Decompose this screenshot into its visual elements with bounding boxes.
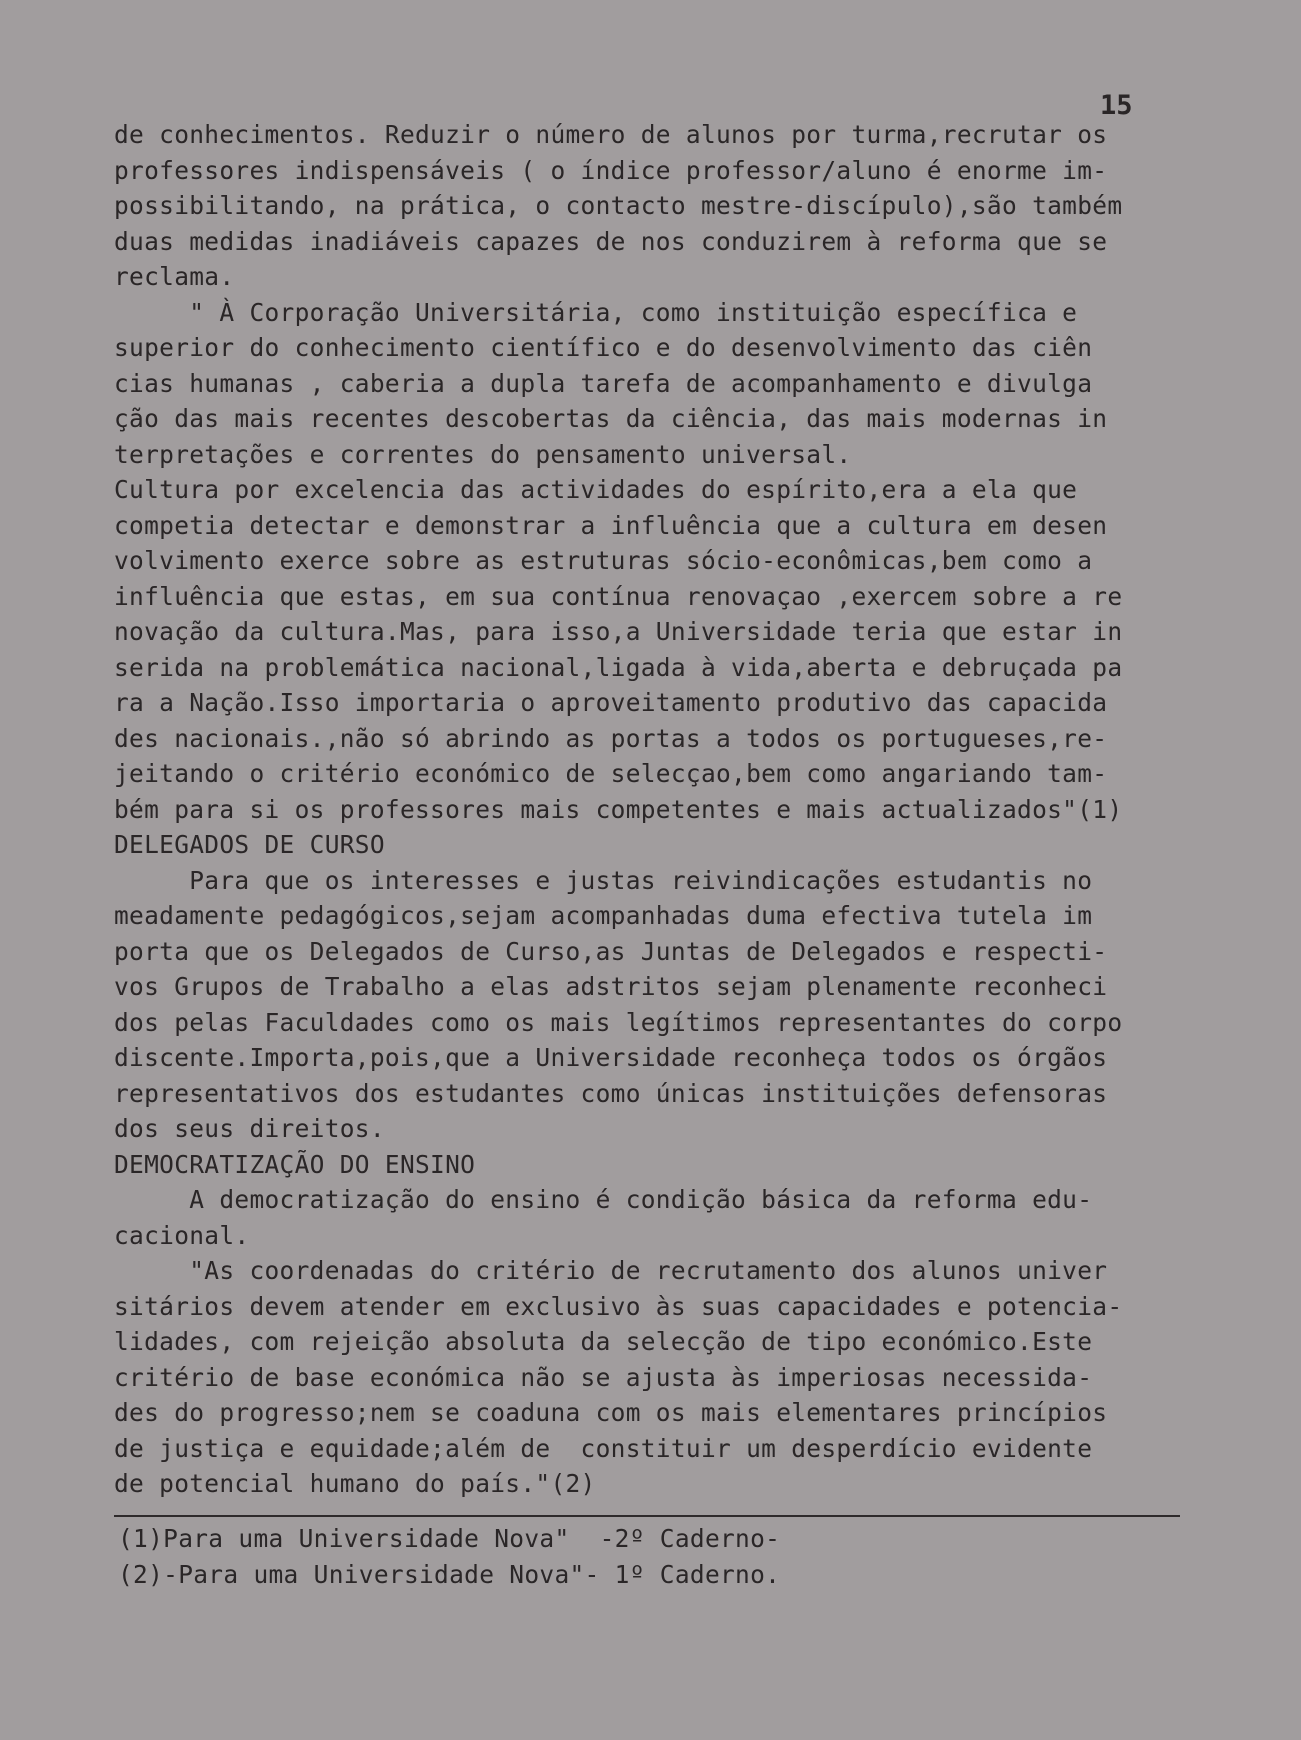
- text-line: lidades, com rejeição absoluta da selecção de tipo económico.Este: [114, 1327, 1093, 1356]
- text-line: superior do conhecimento científico e do desenvolvimento das ciên: [114, 333, 1093, 362]
- text-line: dos seus direitos.: [114, 1114, 385, 1143]
- section-heading: DELEGADOS DE CURSO: [114, 830, 385, 859]
- text-line: des do progresso;nem se coaduna com os mais elementares princípios: [114, 1398, 1108, 1427]
- text-line: jeitando o critério económico de selecçao,bem como angariando tam-: [114, 759, 1108, 788]
- text-line: cias humanas , caberia a dupla tarefa de acompanhamento e divulga: [114, 368, 1093, 398]
- text-line: de conhecimentos. Reduzir o número de alunos por turma,recrutar os: [114, 120, 1108, 149]
- text-line: critério de base económica não se ajusta às imperiosas necessida-: [114, 1362, 1093, 1392]
- text-line: " À Corporação Universitária, como instituição específica e: [114, 297, 1078, 327]
- text-line: vos Grupos de Trabalho a elas adstritos sejam plenamente reconheci: [114, 972, 1108, 1001]
- body-text: [114, 120, 1123, 1498]
- text-line: discente.Importa,pois,que a Universidade reconheça todos os órgãos: [114, 1043, 1108, 1072]
- footnote: (1)Para uma Universidade Nova" -2º Caderno-: [118, 1524, 781, 1553]
- section-heading: DEMOCRATIZAÇÃO DO ENSINO: [114, 1149, 476, 1179]
- text-line: competia detectar e demonstrar a influência que a cultura em desen: [114, 510, 1108, 540]
- text-line: volvimento exerce sobre as estruturas sócio-econômicas,bem como a: [114, 546, 1093, 575]
- text-line: reclama.: [114, 262, 235, 291]
- text-line: bém para si os professores mais competentes e mais actualizados"(1): [114, 794, 1123, 824]
- text-line: "As coordenadas do critério de recrutamento dos alunos univer: [114, 1256, 1108, 1285]
- footnote-rule: [114, 1515, 1180, 1517]
- text-line: terpretações e correntes do pensamento universal.: [114, 439, 852, 469]
- text-line: serida na problemática nacional,ligada à vida,aberta e debruçada pa: [114, 652, 1123, 682]
- text-line: duas medidas inadiáveis capazes de nos conduzirem à reforma que se: [114, 226, 1108, 256]
- footnotes: [118, 1524, 781, 1640]
- text-line: ra a Nação.Isso importaria o aproveitamento produtivo das capacida: [114, 688, 1108, 717]
- text-line: sitários devem atender em exclusivo às suas capacidades e potencia-: [114, 1291, 1123, 1321]
- text-line: novação da cultura.Mas, para isso,a Universidade teria que estar in: [114, 617, 1123, 646]
- text-line: meadamente pedagógicos,sejam acompanhadas duma efectiva tutela im: [114, 901, 1093, 930]
- text-line: des nacionais.,não só abrindo as portas a todos os portugueses,re-: [114, 723, 1108, 753]
- text-line: representativos dos estudantes como únicas instituições defensoras: [114, 1078, 1108, 1108]
- text-line: ção das mais recentes descobertas da ciência, das mais modernas in: [114, 404, 1108, 433]
- text-line: influência que estas, em sua contínua renovaçao ,exercem sobre a re: [114, 581, 1123, 611]
- text-line: dos pelas Faculdades como os mais legítimos representantes do corpo: [114, 1007, 1123, 1037]
- text-line: A democratização do ensino é condição básica da reforma edu-: [114, 1185, 1093, 1214]
- text-line: professores indispensáveis ( o índice professor/aluno é enorme im-: [114, 155, 1108, 185]
- text-line: de potencial humano do país."(2): [114, 1469, 596, 1498]
- text-line: Para que os interesses e justas reivindicações estudantis no: [114, 865, 1093, 895]
- text-line: de justiça e equidade;além de constituir um desperdício evidente: [114, 1433, 1093, 1463]
- text-line: possibilitando, na prática, o contacto mestre-discípulo),são também: [114, 191, 1123, 220]
- page-number: 15: [1100, 90, 1133, 121]
- footnote: (2)-Para uma Universidade Nova"- 1º Caderno.: [118, 1560, 781, 1589]
- text-line: porta que os Delegados de Curso,as Juntas de Delegados e respecti-: [114, 936, 1108, 966]
- text-line: Cultura por excelencia das actividades do espírito,era a ela que: [114, 475, 1078, 504]
- text-line: cacional.: [114, 1220, 250, 1250]
